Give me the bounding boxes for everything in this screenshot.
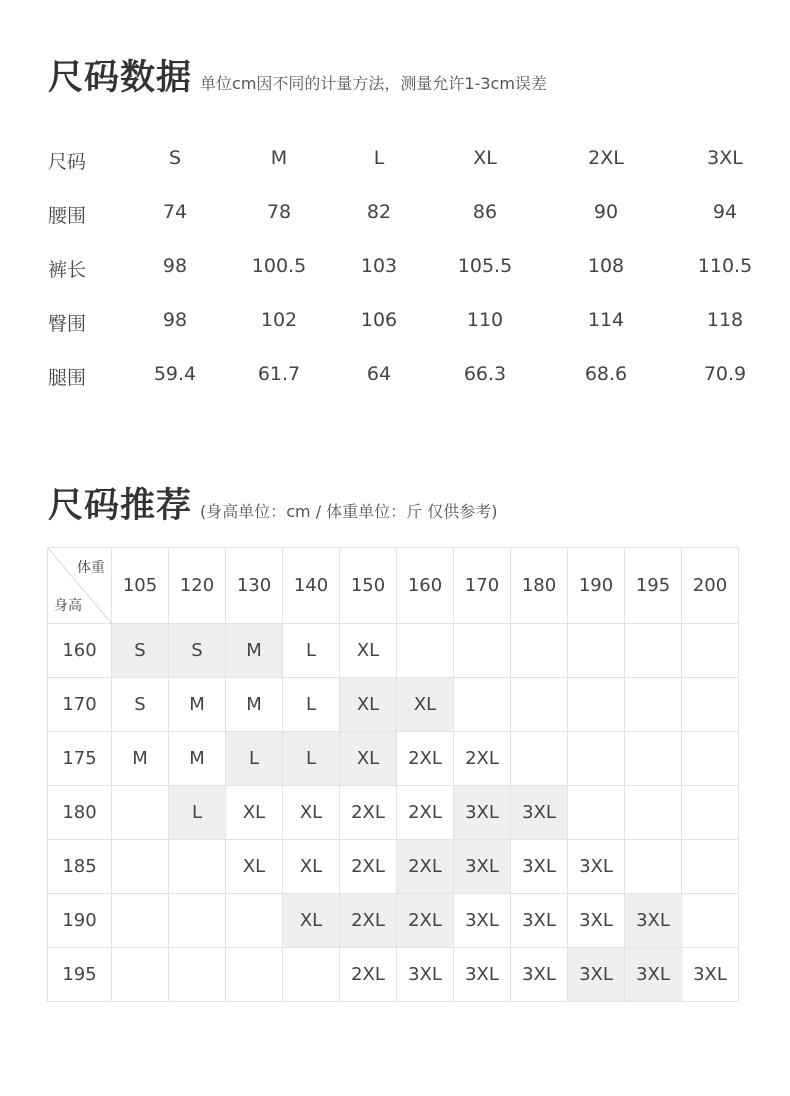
size-cell: 3XL <box>511 948 568 1002</box>
size-cell <box>682 678 739 732</box>
size-data-row <box>48 349 768 403</box>
size-data-value: 66.3 <box>463 363 507 385</box>
size-data-value: 74 <box>162 201 188 223</box>
size-cell <box>454 624 511 678</box>
size-cell: XL <box>397 678 454 732</box>
height-row <box>48 624 739 678</box>
size-cell: 3XL <box>454 948 511 1002</box>
size-cell: XL <box>340 624 397 678</box>
size-data-value: 98 <box>162 255 188 277</box>
size-cell <box>625 840 682 894</box>
size-cell: XL <box>283 840 340 894</box>
size-data-value: 90 <box>593 201 619 223</box>
size-cell <box>454 678 511 732</box>
size-cell <box>568 786 625 840</box>
size-cell: 3XL <box>397 948 454 1002</box>
size-cell: 2XL <box>397 840 454 894</box>
size-data-value: 98 <box>162 309 188 331</box>
size-data-value: XL <box>473 147 497 169</box>
size-cell <box>169 894 226 948</box>
size-data-title: 尺码数据 <box>48 58 193 98</box>
size-cell <box>625 678 682 732</box>
size-cell <box>112 948 169 1002</box>
size-data-value: 78 <box>266 201 292 223</box>
size-data-value: 59.4 <box>153 363 197 385</box>
size-cell <box>169 840 226 894</box>
size-cell <box>682 732 739 786</box>
size-data-value: 110 <box>466 309 504 331</box>
size-cell <box>511 624 568 678</box>
height-header: 175 <box>48 732 112 786</box>
height-axis-label: 身高 <box>54 598 82 614</box>
size-cell: S <box>112 678 169 732</box>
size-cell: 3XL <box>568 948 625 1002</box>
size-data-value: 61.7 <box>257 363 301 385</box>
height-row <box>48 786 739 840</box>
size-cell: L <box>283 678 340 732</box>
weight-header: 170 <box>454 548 511 624</box>
size-data-value: 3XL <box>707 147 743 169</box>
size-cell <box>625 732 682 786</box>
size-cell: L <box>283 624 340 678</box>
size-data-value: 105.5 <box>457 255 513 277</box>
size-data-row <box>48 241 768 295</box>
size-cell: L <box>283 732 340 786</box>
recommendation-subtitle: (身高单位：cm / 体重单位：斤 仅供参考) <box>200 502 498 521</box>
size-cell <box>625 624 682 678</box>
size-cell: 2XL <box>340 786 397 840</box>
size-cell <box>112 894 169 948</box>
height-row <box>48 732 739 786</box>
size-cell <box>511 732 568 786</box>
size-data-heading <box>48 50 547 100</box>
weight-axis-label: 体重 <box>77 560 105 576</box>
size-data-value: 70.9 <box>703 363 747 385</box>
weight-header: 150 <box>340 548 397 624</box>
row-label: 臀围 <box>48 313 87 335</box>
height-row <box>48 840 739 894</box>
size-data-value: 106 <box>360 309 398 331</box>
size-cell: 3XL <box>454 894 511 948</box>
size-cell <box>112 786 169 840</box>
recommendation-title: 尺码推荐 <box>48 486 193 526</box>
size-cell: 3XL <box>568 840 625 894</box>
weight-header: 160 <box>397 548 454 624</box>
size-cell: 2XL <box>454 732 511 786</box>
size-cell <box>682 840 739 894</box>
size-cell: 2XL <box>340 894 397 948</box>
size-cell <box>283 948 340 1002</box>
size-cell: 2XL <box>340 840 397 894</box>
height-row <box>48 894 739 948</box>
size-data-value: 68.6 <box>584 363 628 385</box>
size-cell: M <box>226 624 283 678</box>
weight-header: 120 <box>169 548 226 624</box>
size-data-value: 114 <box>587 309 625 331</box>
size-cell <box>625 786 682 840</box>
size-data-row <box>48 187 768 241</box>
size-data-row <box>48 133 768 187</box>
size-cell: 2XL <box>340 948 397 1002</box>
size-cell: 3XL <box>454 840 511 894</box>
size-cell <box>568 678 625 732</box>
weight-header: 200 <box>682 548 739 624</box>
size-cell: XL <box>283 894 340 948</box>
size-cell <box>682 624 739 678</box>
size-data-value: M <box>270 147 288 169</box>
size-cell: XL <box>226 786 283 840</box>
size-cell <box>397 624 454 678</box>
weight-header: 130 <box>226 548 283 624</box>
height-header: 160 <box>48 624 112 678</box>
size-cell: 2XL <box>397 732 454 786</box>
height-header: 180 <box>48 786 112 840</box>
size-cell <box>568 732 625 786</box>
size-data-value: 108 <box>587 255 625 277</box>
size-cell: S <box>169 624 226 678</box>
size-cell: 3XL <box>511 840 568 894</box>
row-label: 裤长 <box>48 259 87 281</box>
size-cell: 3XL <box>682 948 739 1002</box>
weight-header: 105 <box>112 548 169 624</box>
size-data-value: 86 <box>472 201 498 223</box>
size-cell <box>682 786 739 840</box>
size-cell <box>568 624 625 678</box>
size-data-subtitle: 单位cm因不同的计量方法，测量允许1-3cm误差 <box>200 74 547 93</box>
weight-header: 140 <box>283 548 340 624</box>
size-cell: M <box>112 732 169 786</box>
row-label: 尺码 <box>48 151 87 173</box>
size-cell: M <box>169 678 226 732</box>
size-cell: 3XL <box>625 948 682 1002</box>
size-data-value: 100.5 <box>251 255 307 277</box>
weight-header: 190 <box>568 548 625 624</box>
size-cell: S <box>112 624 169 678</box>
size-cell: XL <box>226 840 283 894</box>
size-data-value: 64 <box>366 363 392 385</box>
height-header: 185 <box>48 840 112 894</box>
size-cell: 3XL <box>511 786 568 840</box>
height-header: 195 <box>48 948 112 1002</box>
row-label: 腰围 <box>48 205 87 227</box>
size-cell: 2XL <box>397 786 454 840</box>
size-cell <box>169 948 226 1002</box>
size-cell: 2XL <box>397 894 454 948</box>
height-row <box>48 678 739 732</box>
size-cell: XL <box>340 678 397 732</box>
size-cell: M <box>226 678 283 732</box>
size-cell: 3XL <box>454 786 511 840</box>
row-label: 腿围 <box>48 367 87 389</box>
size-data-value: L <box>373 147 385 169</box>
size-cell: XL <box>283 786 340 840</box>
recommendation-heading <box>48 478 498 528</box>
weight-header: 195 <box>625 548 682 624</box>
size-data-value: 94 <box>712 201 738 223</box>
size-cell <box>112 840 169 894</box>
size-data-value: 103 <box>360 255 398 277</box>
height-row <box>48 948 739 1002</box>
size-cell <box>226 894 283 948</box>
size-data-value: 102 <box>260 309 298 331</box>
size-cell <box>511 678 568 732</box>
size-data-value: 118 <box>706 309 744 331</box>
size-data-value: S <box>168 147 182 169</box>
size-data-value: 82 <box>366 201 392 223</box>
size-cell <box>226 948 283 1002</box>
size-cell: 3XL <box>625 894 682 948</box>
size-cell: L <box>226 732 283 786</box>
grid-corner-cell <box>48 548 112 624</box>
size-data-table <box>48 133 768 403</box>
size-cell: XL <box>340 732 397 786</box>
height-header: 170 <box>48 678 112 732</box>
height-header: 190 <box>48 894 112 948</box>
size-cell: L <box>169 786 226 840</box>
weight-header: 180 <box>511 548 568 624</box>
size-data-value: 110.5 <box>697 255 753 277</box>
size-cell: M <box>169 732 226 786</box>
size-cell <box>682 894 739 948</box>
size-cell: 3XL <box>568 894 625 948</box>
size-recommendation-grid <box>47 547 739 1002</box>
size-cell: 3XL <box>511 894 568 948</box>
size-data-row <box>48 295 768 349</box>
size-data-value: 2XL <box>588 147 624 169</box>
